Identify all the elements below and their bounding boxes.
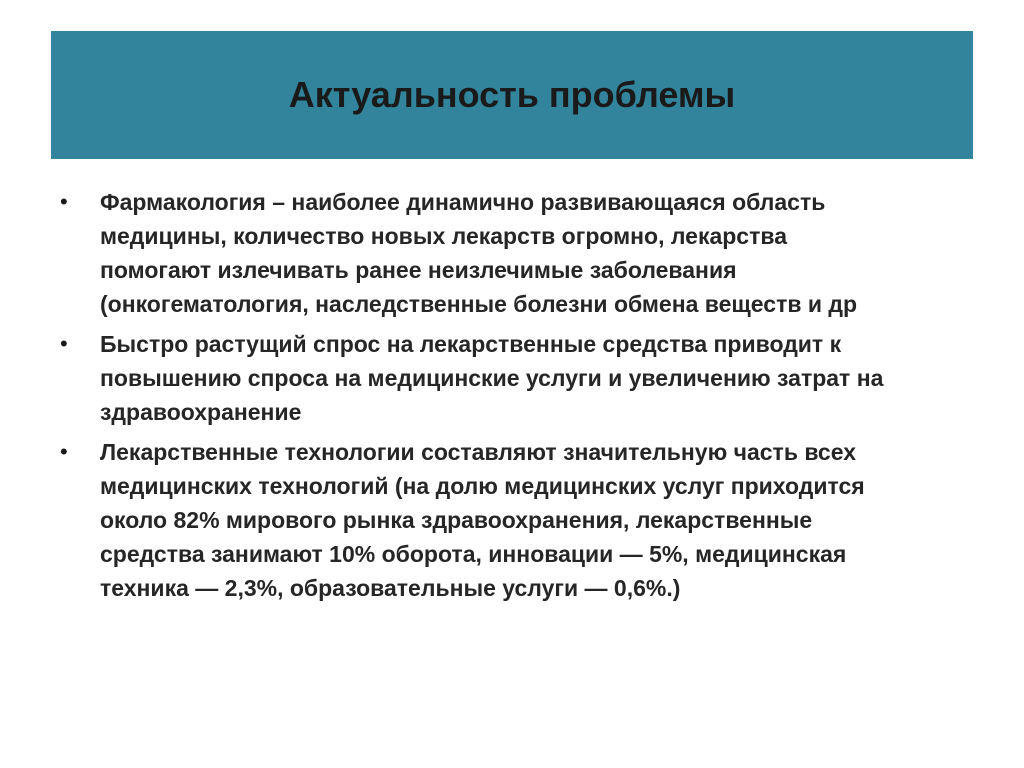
bullet-text-pharmacology: Фармакология – наиболее динамично развивающаяся область медицины, количество новых лекарств огромно, лекарства помогают излечивать ранее неизлечимые заболевания (онкогематология, наследственные болезни обмена веществ и др: [100, 189, 858, 317]
bullet-dot-icon: •: [60, 439, 68, 464]
bullet-item: [56, 435, 956, 605]
bullet-item: [56, 327, 956, 429]
bullet-item: [56, 185, 956, 321]
title-banner: [51, 31, 973, 159]
bullet-list: [56, 185, 956, 611]
bullet-text-technologies: Лекарственные технологии составляют значительную часть всех медицинских технологий (на долю медицинских услуг приходится около 82% мирового рынка здравоохранения, лекарственные средства занимают 10% оборота, инновации — 5%, медицинская техника — 2,3%, образовательные услуги — 0,6%.): [100, 439, 865, 601]
bullet-text-demand: Быстро растущий спрос на лекарственные средства приводит к повышению спроса на медицинские услуги и увеличению затрат на здравоохранение: [100, 331, 884, 425]
bullet-dot-icon: •: [60, 189, 68, 214]
slide-title: Актуальность проблемы: [288, 74, 736, 115]
bullet-dot-icon: •: [60, 331, 68, 356]
